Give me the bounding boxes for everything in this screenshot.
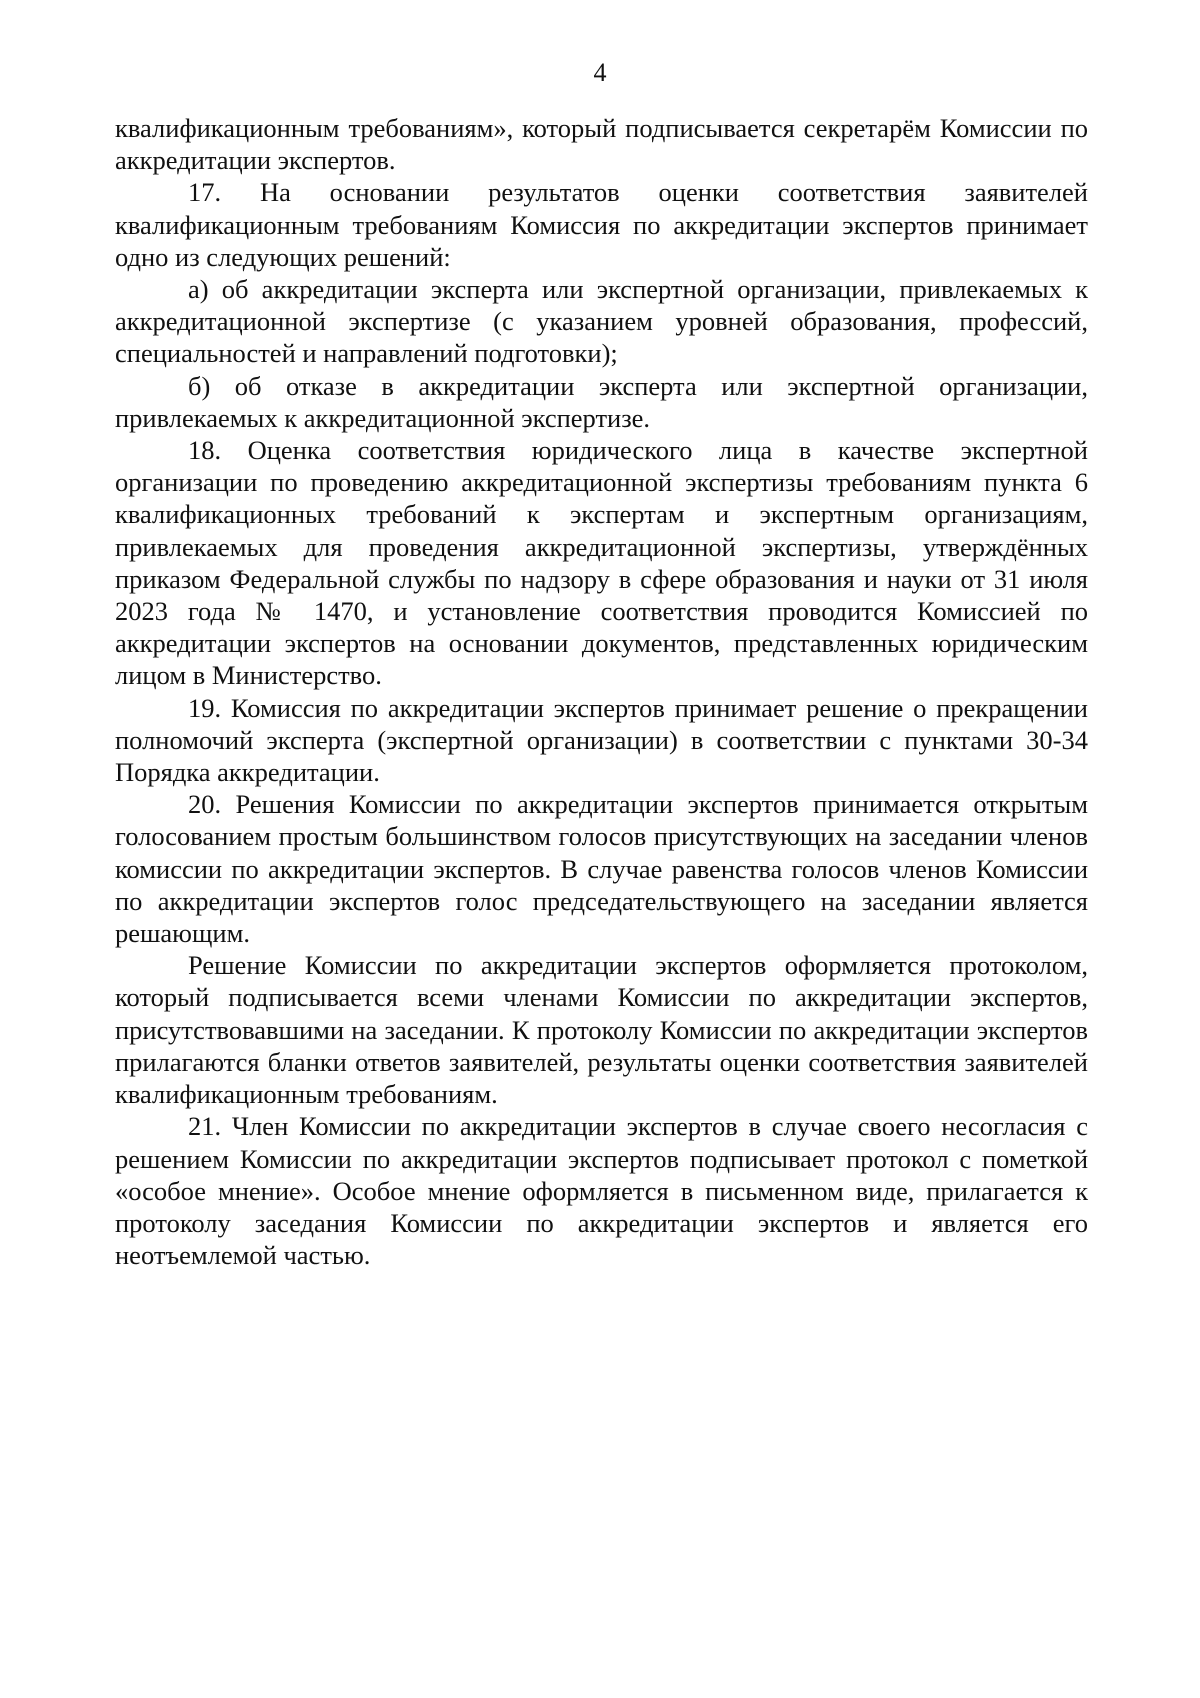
- paragraph-item-20: 20. Решения Комиссии по аккредитации экспертов принимается открытым голосованием простым большинством голосов присутствующих на заседании членов комиссии по аккредитации экспертов. В случае равенства голосов членов Комиссии по аккредитации экспертов голос председательствующего на заседании является решающим.: [115, 789, 1088, 949]
- page-number: 4: [593, 58, 607, 87]
- document-body: [115, 112, 1088, 1271]
- paragraph-item-17: 17. На основании результатов оценки соответствия заявителей квалификационным требованиям Комиссия по аккредитации экспертов принимает одно из следующих решений:: [115, 177, 1088, 272]
- paragraph-item-20-protocol: Решение Комиссии по аккредитации экспертов оформляется протоколом, который подписывается всеми членами Комиссии по аккредитации экспертов, присутствовавшими на заседании. К протоколу Комиссии по аккредитации экспертов прилагаются бланки ответов заявителей, результаты оценки соответствия заявителей квалификационным требованиям.: [115, 950, 1088, 1110]
- paragraph-continuation: квалификационным требованиям», который подписывается секретарём Комиссии по аккредитации экспертов.: [115, 113, 1088, 176]
- paragraph-item-19: 19. Комиссия по аккредитации экспертов принимает решение о прекращении полномочий эксперта (экспертной организации) в соответствии с пунктами 30-34 Порядка аккредитации.: [115, 692, 1088, 788]
- paragraph-item-17-b: б) об отказе в аккредитации эксперта или экспертной организации, привлекаемых к аккредитационной экспертизе.: [115, 370, 1088, 433]
- paragraph-item-17-a: а) об аккредитации эксперта или экспертной организации, привлекаемых к аккредитационной экспертизе (с указанием уровней образования, профессий, специальностей и направлений подготовки);: [115, 274, 1088, 369]
- paragraph-item-21: 21. Член Комиссии по аккредитации экспертов в случае своего несогласия с решением Комиссии по аккредитации экспертов подписывает протокол с пометкой «особое мнение». Особое мнение оформляется в письменном виде, прилагается к протоколу заседания Комиссии по аккредитации экспертов и является его неотъемлемой частью.: [115, 1111, 1088, 1271]
- paragraph-item-18: 18. Оценка соответствия юридического лица в качестве экспертной организации по проведению аккредитационной экспертизы требованиям пункта 6 квалификационных требований к экспертам и экспертным организациям, привлекаемых для проведения аккредитационной экспертизы, утверждённых приказом Федеральной службы по надзору в сфере образования и науки от 31 июля 2023 года № 1470, и установление соответствия проводится Комиссией по аккредитации экспертов на основании документов, представленных юридическим лицом в Министерство.: [115, 435, 1088, 691]
